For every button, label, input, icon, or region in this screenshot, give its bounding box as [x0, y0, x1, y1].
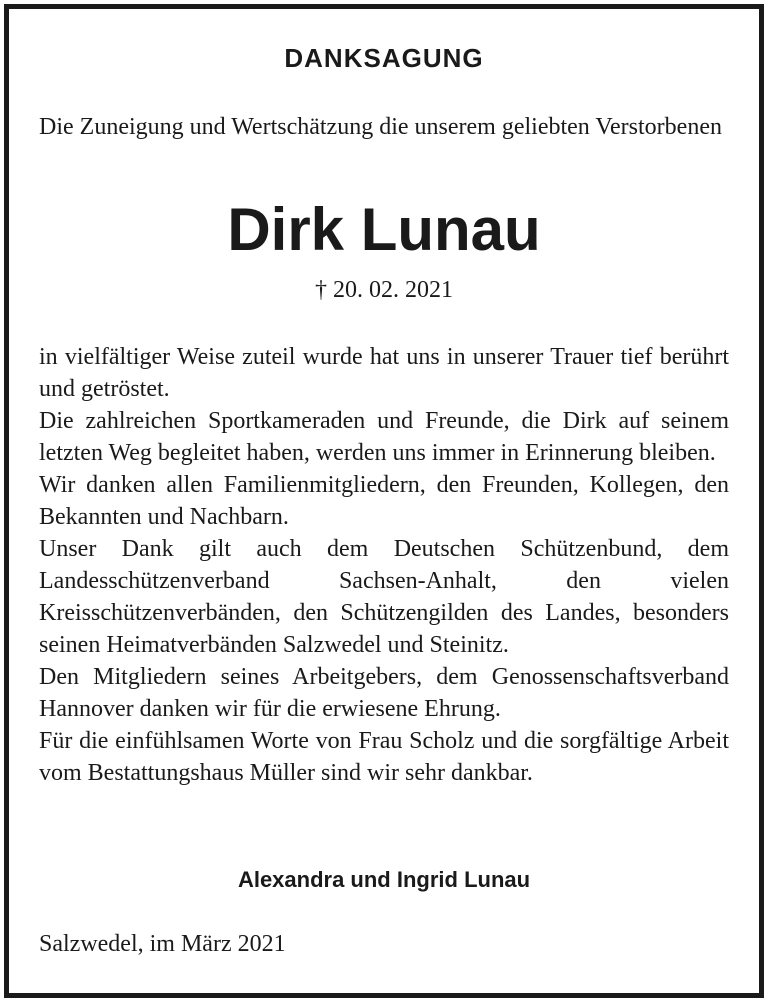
paragraph: Die zahlreichen Sportkameraden und Freunde, die Dirk auf seinem letzten Weg begleitet haben, werden uns immer in Erinnerung bleiben.	[39, 408, 729, 466]
signature: Alexandra und Ingrid Lunau	[237, 867, 531, 892]
intro-text: Die Zuneigung und Wertschätzung die unserem geliebten Verstorbenen	[39, 114, 722, 140]
death-date: † 20. 02. 2021	[315, 277, 453, 303]
place-date: Salzwedel, im März 2021	[39, 931, 286, 957]
notice-frame	[4, 4, 764, 998]
paragraph: in vielfältiger Weise zuteil wurde hat uns in unserer Trauer tief berührt und getröstet.	[39, 344, 729, 402]
paragraph: Den Mitgliedern seines Arbeitgebers, dem Genossenschaftsverband Hannover danken wir für die erwiesene Ehrung.	[39, 664, 729, 722]
thanks-body	[39, 341, 729, 789]
deceased-name: Dirk Lunau	[227, 196, 541, 263]
notice-title: DANKSAGUNG	[284, 43, 484, 73]
paragraph: Für die einfühlsamen Worte von Frau Scholz und die sorgfältige Arbeit vom Bestattungshaus Müller sind wir sehr dankbar.	[39, 728, 729, 786]
paragraph: Wir danken allen Familienmitgliedern, den Freunden, Kollegen, den Bekannten und Nachbarn.	[39, 472, 729, 530]
paragraph: Unser Dank gilt auch dem Deutschen Schützenbund, dem Landesschützenverband Sachsen-Anhalt, den vielen Kreisschützenverbänden, den Schützengilden des Landes, besonders seinen Heimatverbänden Salzwedel und Steinitz.	[39, 536, 729, 658]
